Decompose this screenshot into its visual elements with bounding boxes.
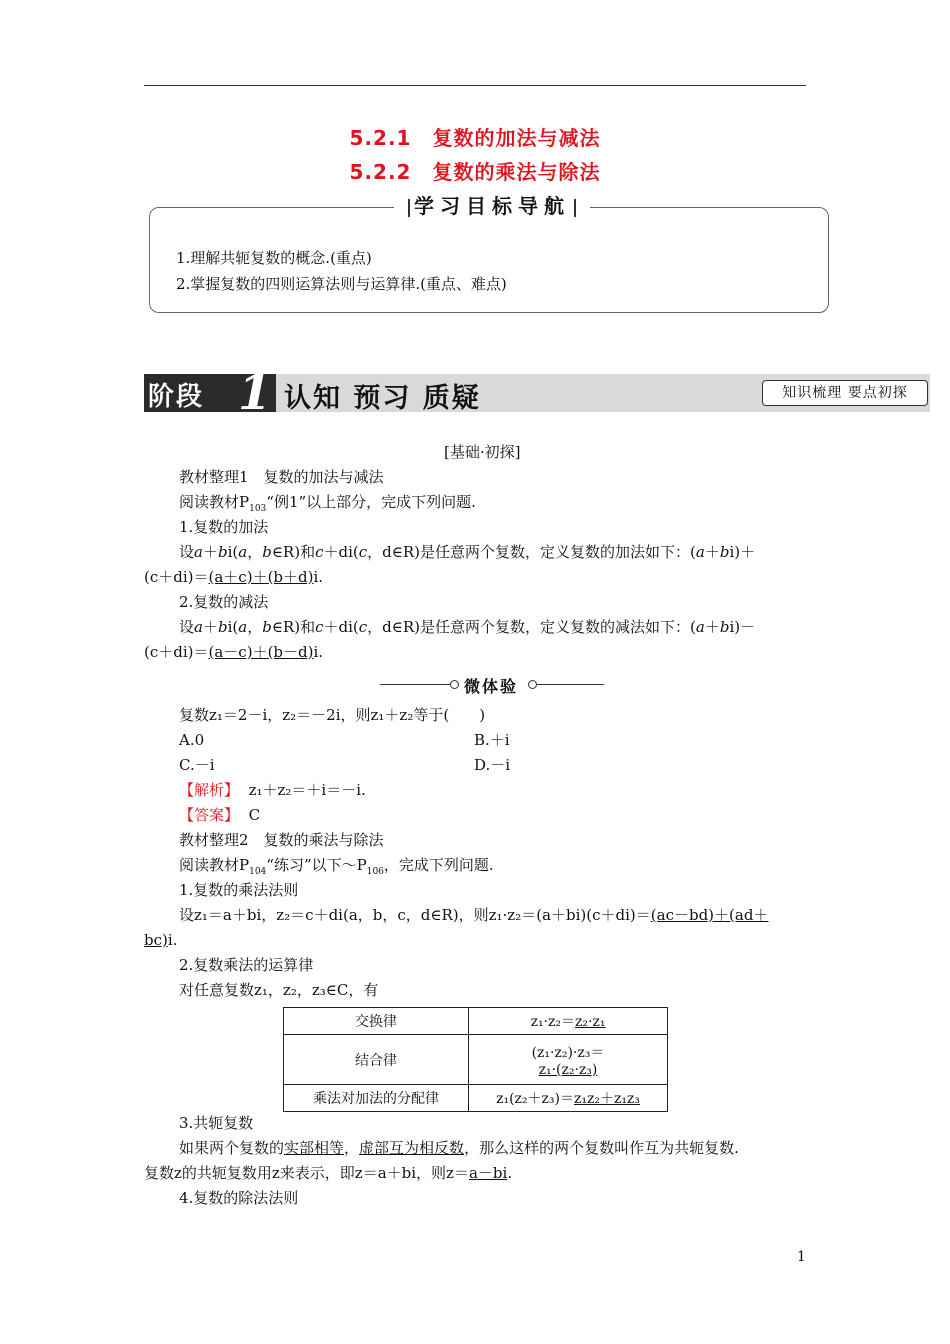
analysis-line: 【解析】 z₁＋z₂＝＋i＝－i. [179, 781, 366, 799]
stage-heading: 认知 预习 质疑 [284, 383, 481, 414]
stage-banner [144, 365, 930, 421]
goal-item-2: 2.掌握复数的四则运算法则与运算律.(重点、难点) [176, 275, 507, 293]
answer-line: 【答案】 C [179, 806, 261, 824]
stage-number: 1 [238, 365, 272, 421]
micro-experience-divider [380, 674, 604, 696]
multiplication-laws-table [283, 1007, 668, 1112]
table-row [284, 1008, 668, 1035]
stage-label: 阶段 [148, 382, 205, 412]
table-row [284, 1085, 668, 1112]
analysis-label: 【解析】 [179, 781, 240, 799]
micro-question: 复数z₁＝2－i，z₂＝－2i，则z₁＋z₂等于( ) [179, 706, 486, 724]
stage-tag: 知识梳理 要点初探 [762, 380, 928, 406]
subtraction-title: 2.复数的减法 [179, 593, 269, 611]
page-number: 1 [797, 1249, 806, 1265]
goal-item-1: 1.理解共轭复数的概念.(重点) [176, 249, 372, 267]
topic-1: 教材整理1 复数的加法与减法 [179, 468, 384, 486]
multiplication-definition: 设z₁＝a＋bi，z₂＝c＋di(a，b，c，d∈R)，则z₁·z₂＝(a＋bi)(c＋di)＝(ac－bd)＋(ad＋ [179, 906, 769, 924]
option-a: A.0 [179, 731, 205, 749]
option-c: C.－i [179, 756, 215, 774]
law-name: 交换律 [284, 1008, 469, 1035]
option-b: B.＋i [474, 731, 510, 749]
division-title: 4.复数的除法法则 [179, 1189, 299, 1207]
multiplication-result-cont: bc)i. [144, 931, 178, 949]
top-rule [144, 85, 806, 86]
law-name: 结合律 [284, 1035, 469, 1085]
basics-sublabel: [基础·初探] [444, 443, 521, 461]
subtraction-result: (c＋di)＝(a－c)＋(b－d)i. [144, 643, 324, 661]
micro-experience-label: 微体验 [464, 677, 519, 696]
conjugate-definition: 如果两个复数的实部相等，虚部互为相反数，那么这样的两个复数叫作互为共轭复数. [179, 1139, 739, 1157]
read-instruction-2: 阅读教材$P_{104}“$练习”以下$\sim P_{106}$，完成下列问题. [179, 856, 494, 877]
learning-goals-label: 学习目标导航 [394, 190, 590, 219]
addition-result: (c＋di)＝(a＋c)＋(b＋d)i. [144, 568, 324, 586]
conjugate-title: 3.共轭复数 [179, 1114, 254, 1132]
section-title-2: 5.2.2 复数的乘法与除法 [349, 160, 601, 184]
laws-title: 2.复数乘法的运算律 [179, 956, 314, 974]
topic-2: 教材整理2 复数的乘法与除法 [179, 831, 384, 849]
law-formula: z₁(z₂＋z₃)＝z₁z₂＋z₁z₃ [469, 1085, 668, 1112]
answer-label: 【答案】 [179, 806, 240, 824]
section-title-1: 5.2.1 复数的加法与减法 [349, 126, 601, 150]
read-instruction-1: 阅读教材$P_{103}“$例1”以上部分，完成下列问题. [179, 493, 476, 514]
addition-title: 1.复数的加法 [179, 518, 269, 536]
subtraction-definition: 设a＋bi(a，b∈R)和c＋di(c，d∈R)是任意两个复数，定义复数的减法如下：(a＋bi)－ [179, 618, 756, 636]
laws-intro: 对任意复数z₁，z₂，z₃∈C，有 [179, 981, 379, 999]
law-formula: z₁·z₂＝z₂·z₁ [469, 1008, 668, 1035]
option-d: D.－i [474, 756, 511, 774]
addition-definition: 设a＋bi(a，b∈R)和c＋di(c，d∈R)是任意两个复数，定义复数的加法如下：(a＋bi)＋ [179, 543, 756, 561]
conjugate-notation: 复数z的共轭复数用z来表示，即z＝a＋bi，则z＝a－bi. [144, 1164, 513, 1182]
table-row [284, 1035, 668, 1085]
law-name: 乘法对加法的分配律 [284, 1085, 469, 1112]
law-formula: (z₁·z₂)·z₃＝ z₁·(z₂·z₃) [469, 1035, 668, 1085]
multiplication-title: 1.复数的乘法法则 [179, 881, 299, 899]
